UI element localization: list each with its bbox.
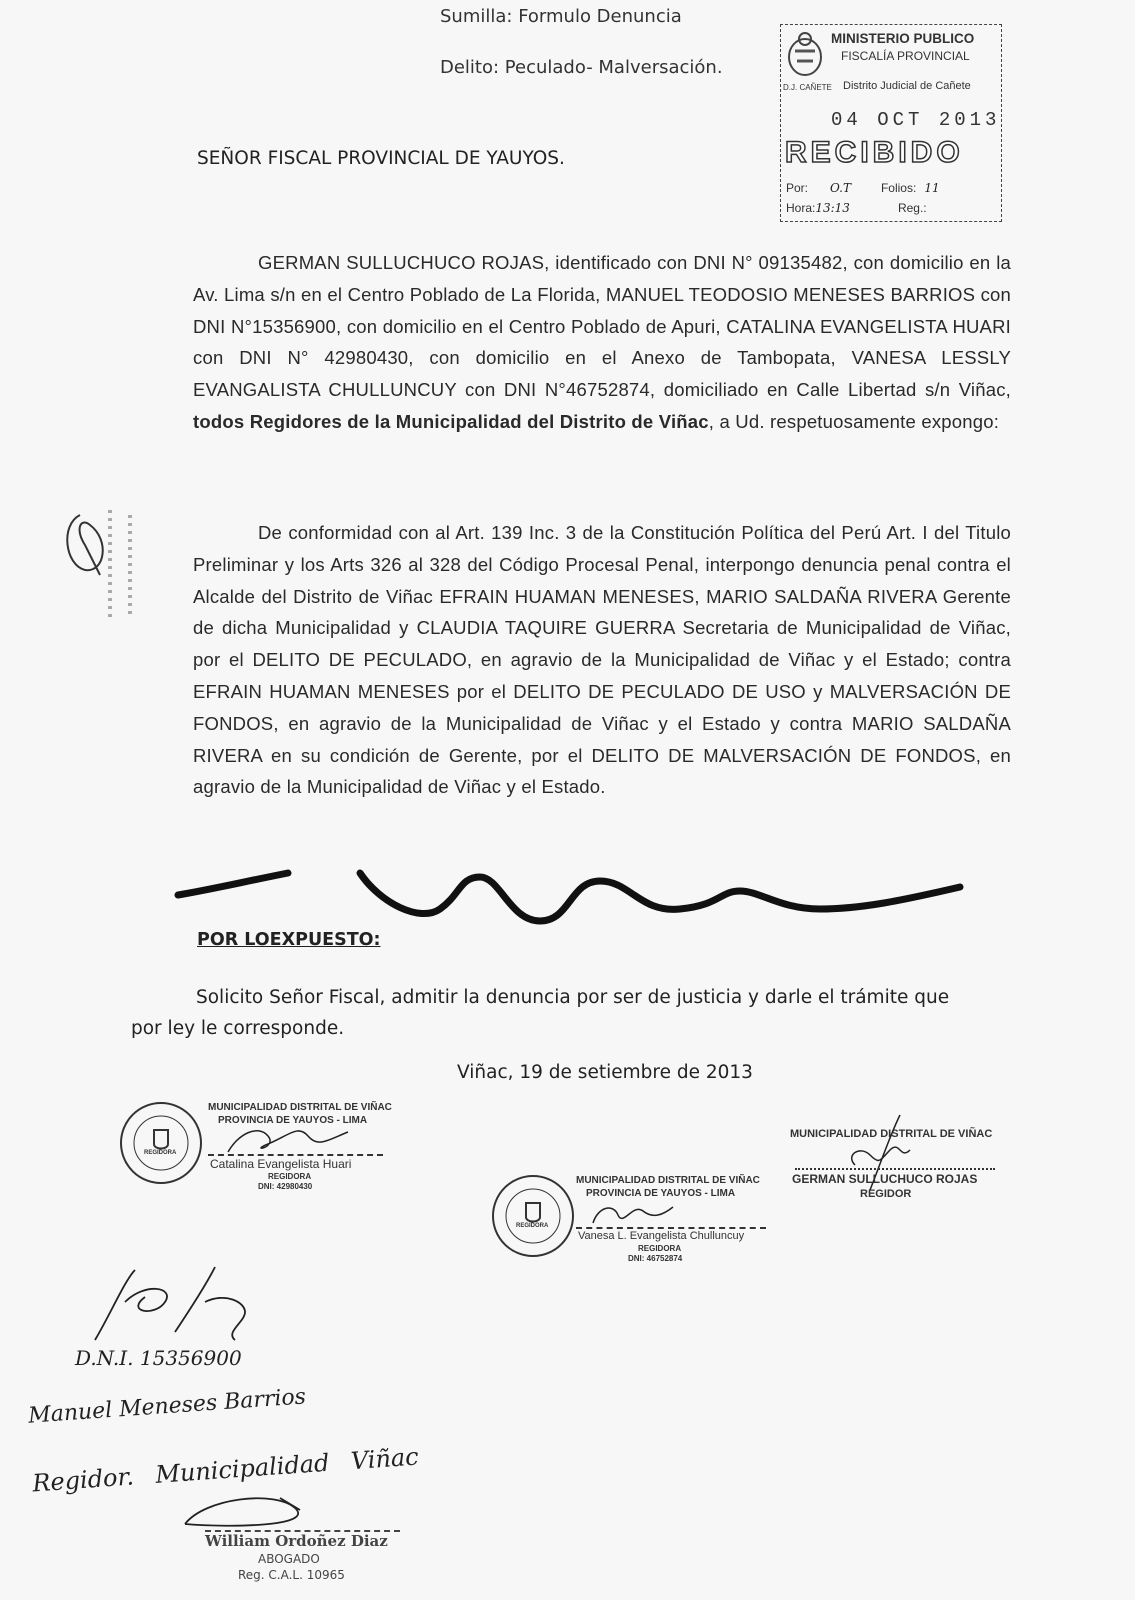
delito: Delito: Peculado- Malversación. — [440, 57, 723, 78]
manuel-role: Regidor. Municipalidad Viñac — [31, 1442, 420, 1498]
por-lo-expuesto: POR LOEXPUESTO: — [197, 930, 381, 950]
stamp-received: RECIBIDO — [785, 136, 964, 169]
signature-lawyer — [180, 1494, 330, 1528]
paragraph-identification — [193, 247, 1011, 438]
signer-name: Vanesa L. Evangelista Chulluncuy — [578, 1230, 745, 1242]
signer-role: REGIDOR — [860, 1188, 912, 1200]
signer-role: REGIDORA — [268, 1172, 312, 1181]
por-label: Por: — [786, 181, 809, 195]
stamp-line1: MINISTERIO PUBLICO — [831, 31, 975, 46]
folios-value: 11 — [924, 181, 940, 195]
signature-german — [790, 1110, 1030, 1205]
handwritten-signature — [583, 1199, 693, 1227]
seal-label: REGIDORA — [516, 1223, 549, 1229]
folios-label: Folios: — [880, 181, 917, 195]
municipal-seal — [488, 1173, 578, 1259]
paragraph-complaint: De conformidad con al Art. 139 Inc. 3 de la Constitución Política del Perú Art. I del Titulo Preliminar y los Arts 326 al 328 del Código Procesal Penal, interpongo denuncia penal contra el Alcalde del Distrito de Viñac EFRAIN HUAMAN MENESES, MARIO SALDAÑA RIVERA Gerente de dicha Municipalidad y CLAUDIA TAQUIRE GUERRA Secretaria de Municipalidad de Viñac, por el DELITO DE PECULADO, en agravio de la Municipalidad de Viñac y el Estado; contra EFRAIN HUAMAN MENESES por el DELITO DE PECULADO DE USO y MALVERSACIÓN DE FONDOS, en agravio de la Municipalidad de Viñac y el Estado y contra MARIO SALDAÑA RIVERA en su condición de Gerente, por el DELITO DE MALVERSACIÓN DE FONDOS, en agravio de la Municipalidad de Viñac y el Estado. — [193, 522, 1011, 798]
signer-name: Catalina Evangelista Huari — [210, 1157, 352, 1171]
lawyer-name: William Ordoñez Diaz — [205, 1532, 388, 1550]
place-date: Viñac, 19 de setiembre de 2013 — [457, 1062, 753, 1083]
stamp-left-label: D.J. CAÑETE — [783, 83, 832, 92]
signature-manuel — [85, 1262, 305, 1346]
muni-text: MUNICIPALIDAD DISTRITAL DE VIÑAC — [576, 1175, 760, 1186]
signer-dni: DNI: 42980430 — [258, 1182, 313, 1191]
signer-name: GERMAN SULLUCHUCO ROJAS — [792, 1172, 978, 1186]
hora-label: Hora: — [786, 201, 816, 215]
hora-value: 13:13 — [815, 201, 850, 215]
received-stamp — [780, 24, 1002, 222]
por-value: O.T — [830, 181, 851, 195]
lawyer-role: ABOGADO — [258, 1552, 320, 1566]
prov-text: PROVINCIA DE YAUYOS - LIMA — [218, 1115, 368, 1126]
manuel-name: Manuel Meneses Barrios — [27, 1384, 307, 1429]
identification-bold: todos Regidores de la Municipalidad del Distrito de Viñac — [193, 410, 709, 432]
sumilla: Sumilla: Formulo Denuncia — [440, 6, 682, 27]
reg-label: Reg.: — [897, 201, 927, 215]
handwritten-signature — [208, 1122, 358, 1154]
seal-label: REGIDORA — [144, 1150, 177, 1156]
manuel-dni: D.N.I. 15356900 — [75, 1346, 242, 1370]
muni-text: MUNICIPALIDAD DISTRITAL DE VIÑAC — [790, 1128, 993, 1140]
municipal-seal — [118, 1100, 204, 1186]
coat-of-arms-icon — [785, 31, 825, 77]
signature-vanesa — [488, 1173, 788, 1268]
signer-role: REGIDORA — [638, 1244, 682, 1253]
lawyer-reg: Reg. C.A.L. 10965 — [238, 1568, 345, 1582]
muni-text: MUNICIPALIDAD DISTRITAL DE VIÑAC — [208, 1102, 392, 1113]
stamp-line2: FISCALÍA PROVINCIAL — [841, 49, 970, 63]
signer-dni: DNI: 46752874 — [628, 1254, 683, 1263]
identification-text: GERMAN SULLUCHUCO ROJAS, identificado con DNI N° 09135482, con domicilio en la Av. Lima s/n en el Centro Poblado de La Florida, MANUEL TEODOSIO MENESES BARRIOS con DNI N°15356900, con domicilio en el Centro Poblado de Apuri, CATALINA EVANGELISTA HUARI con DNI N° 42980430, con domicilio en el Anexo de Tambopata, VANESA LESSLY EVANGALISTA CHULLUNCUY con DNI N°46752874, domiciliado en Calle Libertad s/n Viñac, — [193, 252, 1011, 401]
signature-catalina — [118, 1100, 418, 1195]
request-text: Solicito Señor Fiscal, admitir la denuncia por ser de justicia y darle el trámite que por ley le corresponde. — [131, 987, 950, 1039]
redaction-scribble — [170, 865, 1050, 925]
stamp-date: 04 OCT 2013 — [831, 109, 1001, 131]
prov-text: PROVINCIA DE YAUYOS - LIMA — [586, 1188, 736, 1199]
addressee: SEÑOR FISCAL PROVINCIAL DE YAUYOS. — [197, 148, 565, 169]
margin-initials — [55, 495, 155, 625]
stamp-line3: Distrito Judicial de Cañete — [843, 80, 971, 92]
identification-tail: , a Ud. respetuosamente expongo: — [708, 410, 1000, 432]
